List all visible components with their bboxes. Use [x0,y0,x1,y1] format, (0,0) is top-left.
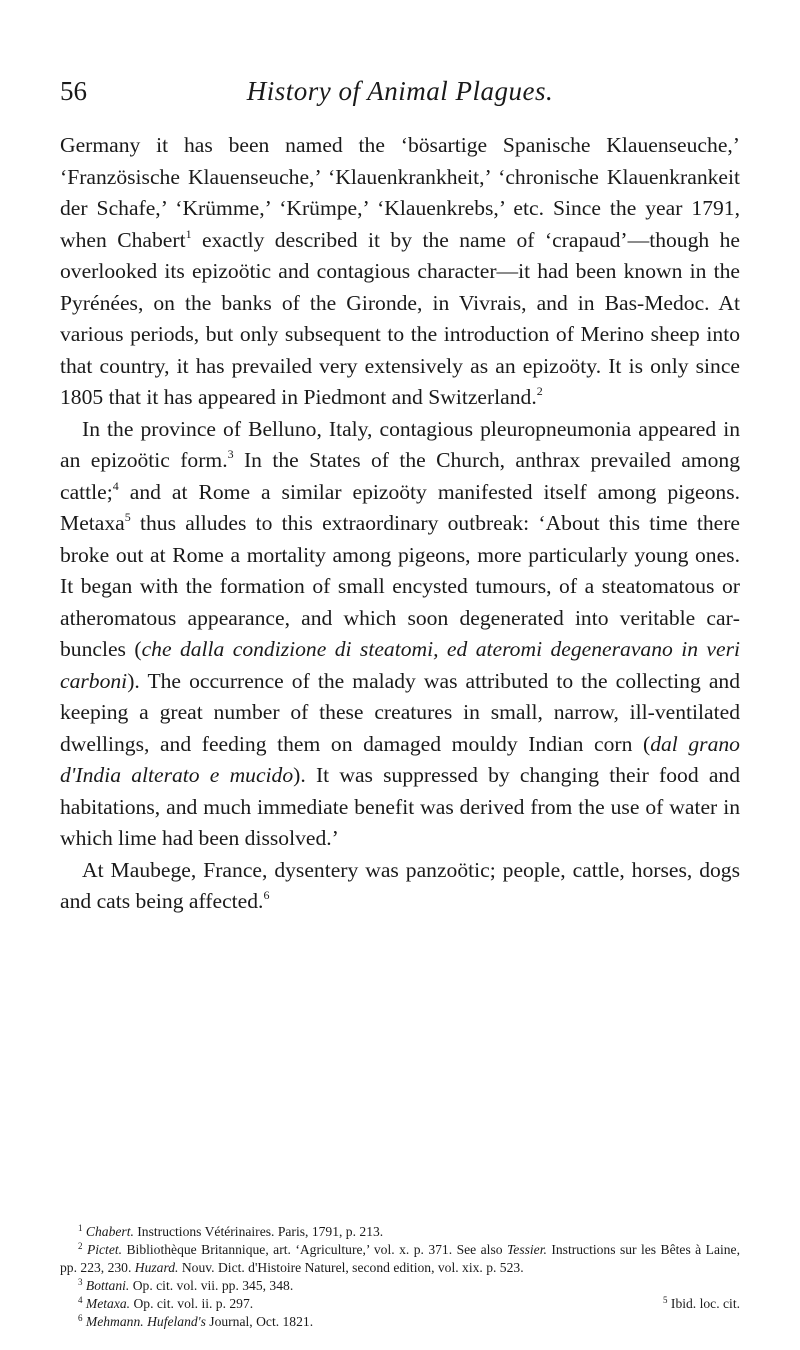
text-run: Op. cit. vol. ii. p. 297. [130,1296,254,1311]
page-number: 56 [60,76,87,106]
footnote-ref: 2 [78,1241,83,1251]
text-run: Journal, Oct. 1821. [205,1314,314,1329]
text-run: Nouv. Dict. d'Histoire Naturel, second edition, vol. xix. p. 523. [178,1260,524,1275]
footnote-ref: 1 [185,226,192,241]
footnote-ref: 5 [124,510,131,524]
italic-text: Tessier. [506,1242,547,1257]
footnote [78,1295,253,1313]
paragraph [60,414,740,855]
italic-text: dal grano d'India alterato e mucido [60,731,740,787]
italic-text: Metaxa. [85,1296,131,1311]
italic-text: che dalla condizione di steatomi, ed ateromi degeneravano in veri carboni [60,637,740,693]
italic-text: Mehmann. [85,1314,144,1329]
text-run: Bibliothèque Britannique, art. ‘Agriculture,’ vol. x. p. 371. See also [122,1242,507,1257]
footnote [60,1313,740,1331]
footnote-ref: 2 [536,384,543,398]
paragraph [60,130,740,414]
italic-text: Chabert. [85,1224,134,1239]
text-run: exactly described it by the name of ‘crapaud’—though he overlooked its epizoötic and contagious character—it had been known in the Pyrénées, on the banks of the Gironde, in Vivrais, and in Bas-Medoc. At various periods, but only subsequent to the introduction of Merino sheep into that country, it has prevailed very extensively as an epizoöty. It is only since 1805 that it has appeared in Piedmont and Switzerland. [60,227,740,409]
footnote-pair [60,1295,740,1313]
footnotes [60,1223,740,1331]
footnote-ref: 1 [78,1223,83,1233]
footnote-ref: 3 [78,1277,83,1287]
paragraph [60,855,740,918]
body-text [60,130,740,918]
footnote [663,1295,740,1313]
text-run: In the province of Belluno, Italy, contagious pleuropneumonia appeared in an epizoötic form. [60,416,740,472]
italic-text: Bottani. [85,1278,130,1293]
footnote-ref: 6 [263,888,270,902]
text-run: In the States of the Church, anthrax prevailed among cattle; [60,448,740,504]
text-run: ). It was suppressed by changing their food and habitations, and much immediate benefit was derived from the use of water in which lime had been dissolved.’ [60,763,740,850]
italic-text: Huzard. [134,1260,179,1275]
text-run: At Maubege, France, dysentery was panzoötic; people, cattle, horses, dogs and cats being affected. [60,857,740,913]
text-run: ). The occurrence of the malady was attributed to the collecting and keeping a great number of these creatures in small, narrow, ill-ventilated dwellings, and feeding them on damaged mouldy Indian corn ( [60,668,740,756]
footnote [60,1223,740,1241]
italic-text: Pictet. [86,1242,123,1257]
footnote-ref: 3 [227,447,234,461]
italic-text: Hufeland's [147,1314,206,1329]
text-run: Ibid. loc. cit. [667,1296,740,1311]
footnote-ref: 4 [112,478,119,493]
footnote-ref: 4 [78,1295,83,1305]
footnote [60,1277,740,1295]
text-run: Instructions Vétérinaires. Paris, 1791, p. 213. [133,1224,384,1239]
footnote [60,1241,740,1277]
text-run: Instructions sur les Bêtes à Laine, pp. 223, 230. [60,1242,740,1275]
footnote-ref: 5 [663,1295,668,1305]
footnote-ref: 6 [78,1313,83,1323]
running-title: History of Animal Plagues. [246,76,554,106]
text-run: thus alludes to this extraordinary outbreak: ‘About this time there broke out at Rome a mortality among pigeons, more particularly young ones. It began with the formation of small encysted tumours, of a steatomatous or atheromatous appearance, and which soon degenerated into veritable carbuncles ( [60,511,740,661]
page-header [60,76,740,116]
text-run: and at Rome a similar epizoöty manifested itself among pigeons. Metaxa [60,479,740,535]
text-run: Op. cit. vol. vii. pp. 345, 348. [129,1278,294,1293]
text-run: Germany it has been named the ‘bösartige Spanische Klauenseuche,’ ‘Französische Klauenseuche,’ ‘Klauenkrankheit,’ ‘chronische Klauenkrankeit der Schafe,’ ‘Krümme,’ ‘Krümpe,’ ‘Klauenkrebs,’ etc. Since the year 1791, when Chabert [60,133,740,252]
